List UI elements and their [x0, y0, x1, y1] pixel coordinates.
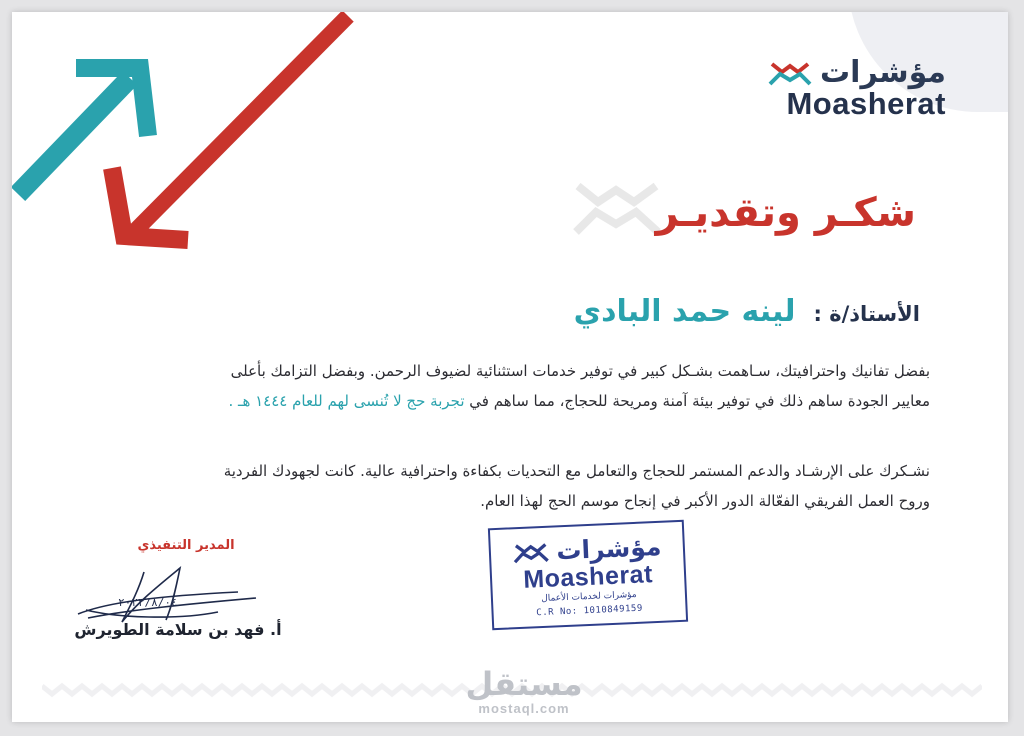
recipient-line	[574, 294, 920, 329]
paragraph-2: نشـكرك على الإرشـاد والدعم المستمر للحجاج والتعامل مع التحديات بكفاءة واحترافية عالية. كانت لجهودك الفردية وروح العمل الفريقي الفعّالة الدور الأكبر في إنجاح موسم الحج لهذا العام.	[223, 462, 930, 510]
signature-date: ٢٠٢٣/٨/٠٤	[118, 596, 178, 609]
recipient-label: الأستاذ/ة :	[813, 302, 920, 326]
stamp-logo-mark-icon	[512, 541, 549, 565]
paragraph-1-highlight: تجربة حج لا تُنسى لهم للعام ١٤٤٤ هـ .	[228, 392, 465, 410]
arrows-decoration	[12, 12, 372, 272]
certificate-sheet	[12, 12, 1008, 722]
logo-english: Moasherat	[786, 86, 946, 121]
watermark-mark-icon	[572, 178, 662, 238]
moasherat-logo	[768, 56, 946, 120]
stamp-subtitle: مؤشرات لخدمات الأعمال	[541, 589, 637, 605]
logo-arabic: مؤشرات	[820, 55, 946, 90]
stamp-cr-number: C.R No: 1010849159	[536, 603, 644, 619]
company-stamp	[488, 520, 688, 630]
teal-arrow-icon	[18, 68, 148, 194]
stamp-logo-english: Moasherat	[522, 560, 654, 594]
executive-name: أ. فهد بن سلامة الطويرش	[74, 620, 282, 639]
paragraph-1-text: بفضل تفانيك واحترافيتك، سـاهمت بشـكل كبير في توفير خدمات استثنائية لضيوف الرحمن. وبفضل التزامك بأعلى معايير الجودة ساهم ذلك في توفير بيئة آمنة ومريحة للحجاج، مما ساهم في	[230, 362, 930, 410]
mostaql-watermark	[444, 666, 604, 716]
moasherat-logo-mark-icon	[768, 60, 812, 86]
signature-title: المدير التنفيذي	[137, 538, 235, 553]
recipient-name: لينه حمد البادي	[573, 294, 796, 329]
stamp-logo	[504, 532, 670, 593]
mostaql-watermark-arabic: مستقل	[465, 665, 583, 703]
stamp-logo-arabic: مؤشرات	[555, 531, 662, 566]
paragraph-1	[190, 356, 930, 416]
certificate-title: شكـر وتقديـر	[655, 190, 916, 236]
mostaql-watermark-url: mostaql.com	[478, 701, 570, 716]
